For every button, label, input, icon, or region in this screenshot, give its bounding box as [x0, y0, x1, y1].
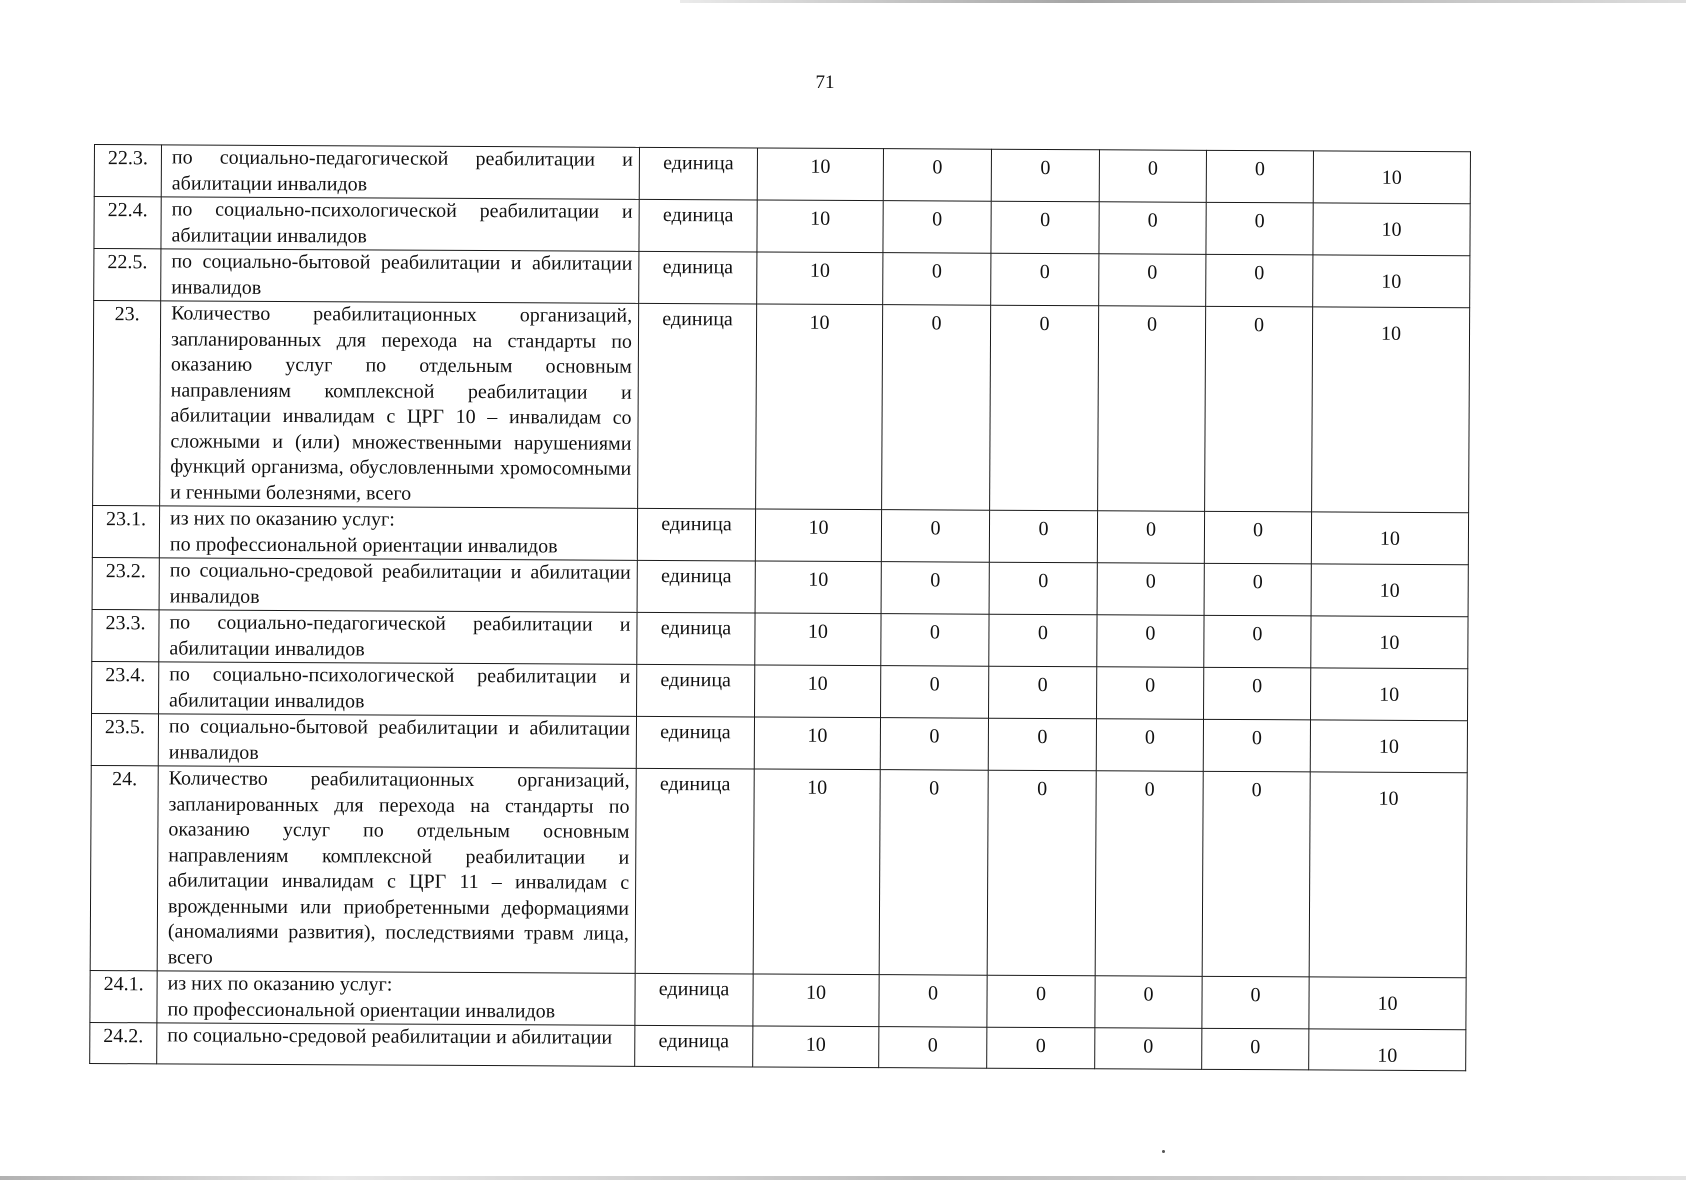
indicator-description-cell [157, 971, 635, 1026]
value-cell: 0 [991, 253, 1099, 306]
indicator-description-cell: Количество реабилитационных организаций, запланированных для перехода на стандарты по оказанию услуг по отдельным основным направлениям комплексной реабилитации и абилитации инвалидам с ЦРГ 10 – инвалидам со сложными и (или) множественными нарушениями функций организма, обусловленными хромосомными и генными болезнями, всего [160, 301, 639, 508]
value-cell: 0 [989, 562, 1097, 615]
value-cell: 0 [881, 666, 989, 719]
value-cell: 0 [1204, 511, 1311, 564]
table-row [90, 765, 1467, 977]
value-cell: 0 [1202, 976, 1309, 1029]
row-number-cell: 22.4. [94, 197, 161, 249]
table-row [90, 970, 1466, 1029]
value-cell: 0 [1206, 150, 1313, 203]
value-cell: 10 [1312, 307, 1470, 513]
row-number-cell: 23.2. [92, 557, 159, 609]
description-line: из них по оказанию услуг: [167, 972, 393, 996]
table-row [90, 1022, 1466, 1070]
unit-cell: единица [637, 508, 755, 561]
row-number-cell: 24.2. [90, 1022, 157, 1063]
value-cell: 0 [879, 1027, 987, 1068]
value-cell: 10 [1309, 772, 1467, 978]
value-cell: 0 [1099, 202, 1206, 255]
unit-cell: единица [639, 251, 757, 304]
value-cell: 0 [883, 149, 991, 202]
value-cell: 10 [1311, 616, 1468, 669]
indicator-description-cell [159, 506, 637, 561]
value-cell: 0 [880, 718, 988, 771]
unit-cell: единица [637, 560, 755, 613]
unit-cell: единица [638, 303, 757, 509]
value-cell: 0 [987, 975, 1095, 1028]
value-cell: 10 [1313, 203, 1470, 256]
value-cell: 0 [987, 1027, 1095, 1068]
row-number-cell: 24.1. [90, 970, 157, 1022]
indicator-description-cell: по социально-педагогической реабилитации и абилитации инвалидов [161, 145, 639, 200]
value-cell: 0 [988, 718, 1096, 771]
value-cell: 10 [757, 148, 883, 201]
value-cell: 0 [883, 253, 991, 306]
value-cell: 0 [1099, 254, 1206, 307]
table-row [92, 661, 1468, 720]
row-number-cell: 23.3. [92, 609, 159, 661]
value-cell: 0 [879, 975, 987, 1028]
value-cell: 0 [991, 201, 1099, 254]
indicator-description-cell: по социально-бытовой реабилитации и абилитации инвалидов [161, 249, 639, 304]
unit-cell: единица [639, 147, 757, 200]
value-cell: 0 [987, 770, 1096, 976]
unit-cell: единица [635, 1025, 753, 1066]
value-cell: 10 [756, 304, 883, 510]
value-cell: 0 [1096, 719, 1203, 772]
value-cell: 0 [879, 770, 988, 976]
indicator-description-cell: по социально-средовой реабилитации и абилитации инвалидов [159, 558, 637, 613]
unit-cell: единица [635, 768, 754, 974]
row-number-cell: 23. [93, 301, 161, 506]
value-cell: 10 [753, 974, 879, 1027]
value-cell: 0 [1099, 150, 1206, 203]
value-cell: 0 [1206, 202, 1313, 255]
indicator-description-cell: по социально-бытовой реабилитации и абилитации инвалидов [158, 714, 636, 769]
value-cell: 0 [1202, 771, 1310, 977]
value-cell: 0 [989, 614, 1097, 667]
value-cell: 0 [1097, 615, 1204, 668]
unit-cell: единица [637, 612, 755, 665]
indicators-table [89, 144, 1471, 1071]
value-cell: 10 [757, 200, 883, 253]
value-cell: 0 [881, 614, 989, 667]
value-cell: 10 [753, 1026, 879, 1067]
value-cell: 0 [1098, 306, 1206, 512]
value-cell: 10 [757, 252, 883, 305]
table-row [92, 609, 1468, 668]
value-cell: 0 [1204, 563, 1311, 616]
indicator-description-cell: Количество реабилитационных организаций, запланированных для перехода на стандарты по оказанию услуг по отдельным основным направлениям комплексной реабилитации и абилитации инвалидам с ЦРГ 11 – инвалидам с врожденными или приобретенными деформациями (аномалиями развития), последствиями травм лица, всего [157, 766, 636, 974]
unit-cell: единица [639, 199, 757, 252]
value-cell: 10 [754, 717, 880, 770]
value-cell: 0 [1095, 1028, 1202, 1069]
value-cell: 10 [755, 665, 881, 718]
page-number: 71 [815, 72, 835, 93]
row-number-cell: 23.4. [92, 661, 159, 713]
value-cell: 0 [1206, 254, 1313, 307]
value-cell: 0 [1205, 306, 1313, 512]
indicator-description-cell: по социально-средовой реабилитации и абилитации [157, 1023, 635, 1066]
value-cell: 0 [989, 510, 1097, 563]
value-cell: 10 [755, 509, 881, 562]
value-cell: 0 [1095, 976, 1202, 1029]
row-number-cell: 22.3. [94, 145, 161, 197]
value-cell: 0 [1095, 771, 1203, 977]
value-cell: 10 [1309, 977, 1466, 1030]
table-body [90, 145, 1471, 1071]
table-row [92, 505, 1468, 564]
value-cell: 0 [1202, 1028, 1309, 1069]
table-row [94, 197, 1470, 256]
value-cell: 10 [755, 613, 881, 666]
value-cell: 10 [1311, 564, 1468, 617]
row-number-cell: 23.1. [92, 505, 159, 557]
scan-edge-bottom [0, 1176, 1686, 1180]
unit-cell: единица [635, 973, 753, 1026]
document-sheet [89, 144, 1471, 1071]
table-row [91, 713, 1467, 772]
indicator-description-cell: по социально-психологической реабилитации и абилитации инвалидов [159, 662, 637, 717]
value-cell: 0 [1203, 719, 1310, 772]
table-row [94, 249, 1470, 308]
value-cell: 0 [1097, 511, 1204, 564]
row-number-cell: 22.5. [94, 249, 161, 301]
row-number-cell: 23.5. [91, 713, 158, 765]
value-cell: 10 [1309, 1029, 1466, 1070]
value-cell: 10 [755, 561, 881, 614]
indicator-description-cell: по социально-педагогической реабилитации и абилитации инвалидов [159, 610, 637, 665]
table-row [93, 301, 1470, 513]
table-row [94, 145, 1470, 204]
description-line: по профессиональной ориентации инвалидов [169, 532, 558, 557]
value-cell: 10 [1311, 668, 1468, 721]
value-cell: 0 [991, 149, 1099, 202]
value-cell: 0 [1204, 667, 1311, 720]
unit-cell: единица [637, 664, 755, 717]
value-cell: 0 [881, 510, 989, 563]
indicator-description-cell: по социально-психологической реабилитации и абилитации инвалидов [161, 197, 639, 252]
scan-speck [1162, 1150, 1165, 1153]
value-cell: 10 [1310, 720, 1467, 773]
scan-edge-top [680, 0, 1686, 3]
value-cell: 0 [882, 305, 991, 511]
table-row [92, 557, 1468, 616]
value-cell: 0 [883, 201, 991, 254]
value-cell: 10 [1311, 512, 1468, 565]
value-cell: 0 [1204, 615, 1311, 668]
value-cell: 0 [1097, 563, 1204, 616]
value-cell: 0 [1097, 667, 1204, 720]
description-line: по профессиональной ориентации инвалидов [167, 997, 556, 1022]
value-cell: 0 [990, 305, 1099, 511]
description-line: из них по оказанию услуг: [169, 507, 395, 531]
value-cell: 10 [1313, 255, 1470, 308]
value-cell: 10 [753, 769, 880, 975]
unit-cell: единица [636, 716, 754, 769]
value-cell: 0 [881, 562, 989, 615]
value-cell: 10 [1313, 151, 1470, 204]
row-number-cell: 24. [90, 765, 158, 970]
value-cell: 0 [989, 666, 1097, 719]
